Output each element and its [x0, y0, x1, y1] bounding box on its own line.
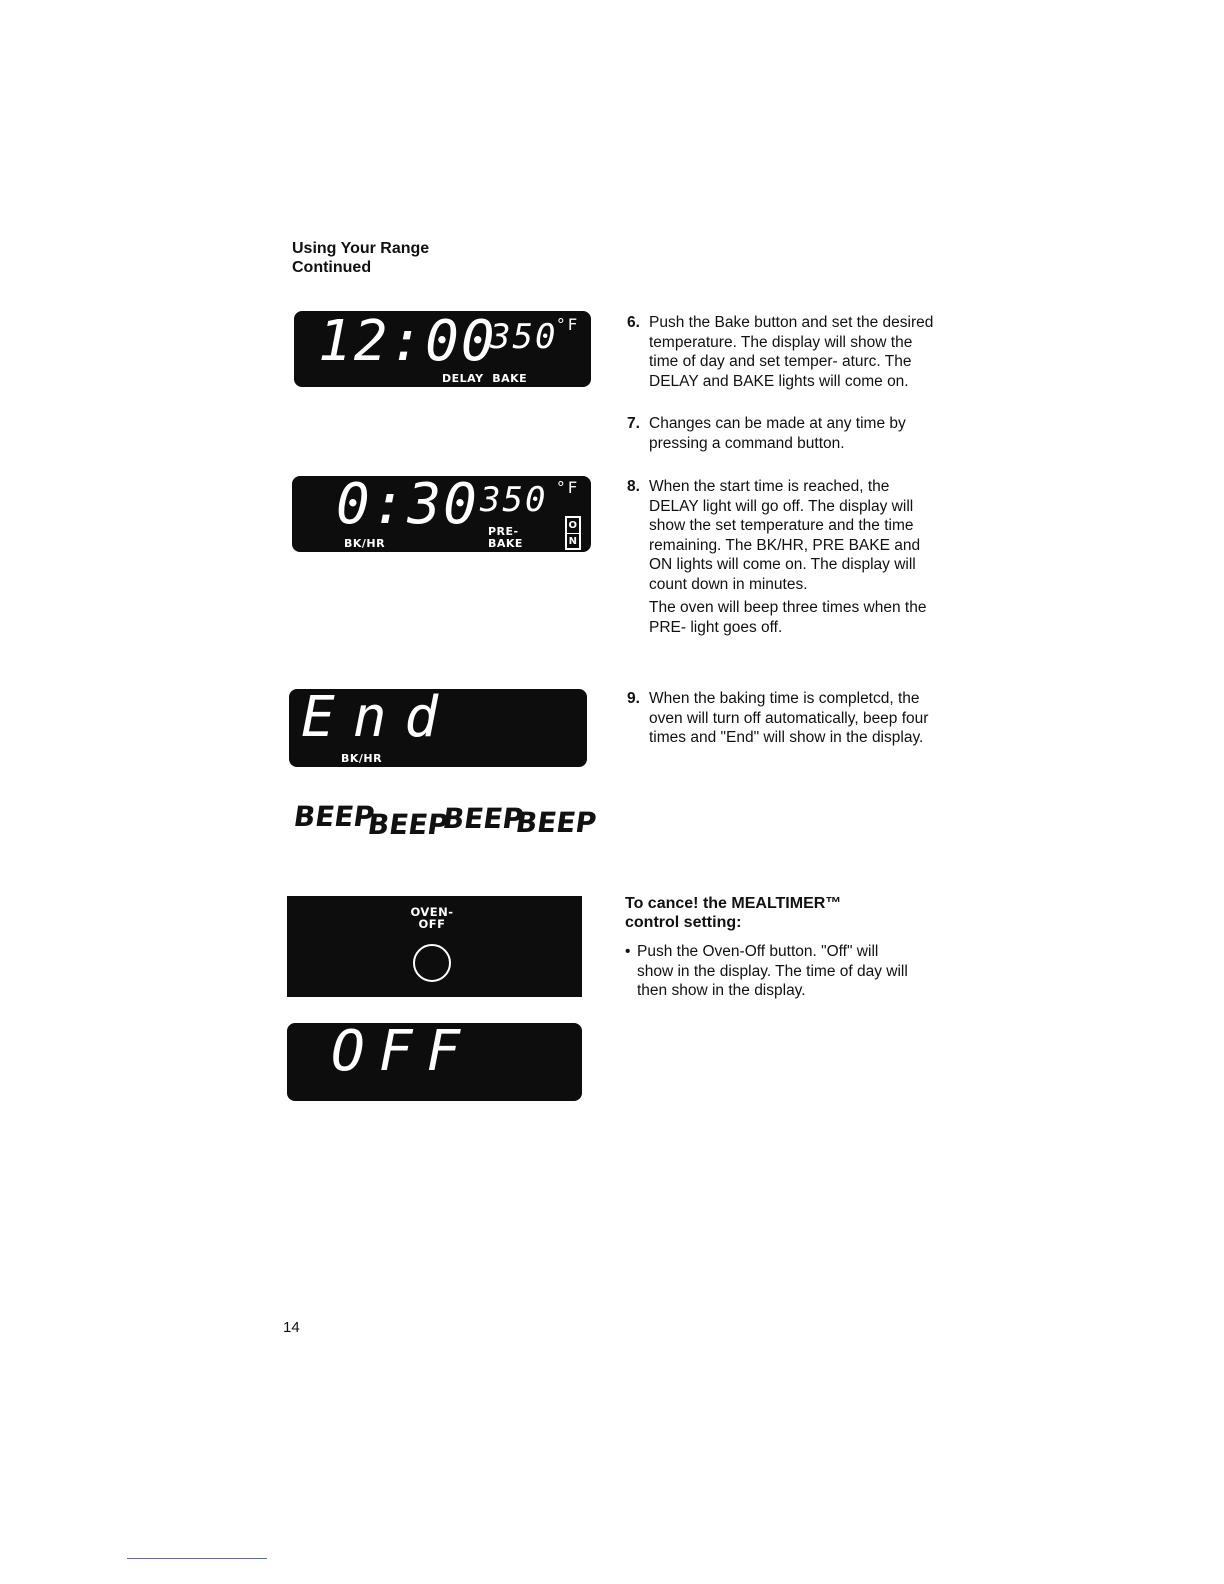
beep-text: BEEP — [513, 806, 599, 839]
step-8: 8. When the start time is reached, the DELAY light will go off. The display will show the set temperature and the time remaining. The BK/HR, PRE BAKE and ON lights will come on. The display will count down in minutes. The oven will beep three times when the PRE- light goes off. — [627, 478, 927, 636]
display-temp: 350 — [480, 480, 548, 520]
indicator-on — [565, 516, 581, 550]
step-6: 6. Push the Bake button and set the desired temperature. The display will show the time of day and set temper- aturc. The DELAY and BAKE lights will come on. — [627, 314, 934, 390]
section-title: Using Your Range — [292, 240, 430, 257]
display-off-text: OFF — [331, 1019, 475, 1084]
beep-text: BEEP — [365, 808, 451, 841]
indicator-bkhr: BK/HR — [344, 537, 386, 550]
bullet: • — [625, 943, 631, 960]
oven-off-panel — [287, 896, 582, 997]
beep-text: BEEP — [440, 802, 526, 835]
display-unit: °F — [556, 478, 580, 497]
indicator-bkhr: BK/HR — [341, 752, 383, 765]
footer-rule — [127, 1558, 267, 1559]
beep-text: BEEP — [291, 800, 377, 833]
display-unit: °F — [556, 315, 580, 334]
on-n: N — [568, 536, 578, 547]
indicator-bake: BAKE — [488, 537, 523, 550]
display-temp: 350 — [490, 317, 558, 357]
display-end-text: End — [301, 685, 457, 750]
on-o: O — [567, 518, 579, 534]
display-time: 0:30 — [336, 472, 479, 537]
section-subtitle: Continued — [292, 259, 372, 276]
step-7: 7. Changes can be made at any time by pressing a command button. — [627, 415, 906, 452]
oven-off-label: OVEN- OFF — [410, 905, 454, 931]
display-end — [289, 685, 587, 767]
oven-off-button[interactable] — [413, 944, 451, 982]
display-countdown — [292, 472, 591, 552]
section-header — [292, 239, 429, 277]
display-off — [287, 1019, 582, 1101]
display-delay-bake — [294, 311, 591, 387]
indicator-pre: PRE- — [488, 525, 519, 538]
indicator-delay-bake: DELAY BAKE — [442, 372, 528, 385]
cancel-instructions: • Push the Oven-Off button. "Off" will show in the display. The time of day will then show in the display. — [625, 943, 908, 999]
page-number: 14 — [283, 1319, 300, 1336]
cancel-heading: To cance! the MEALTIMER™ control setting: — [625, 895, 842, 931]
display-time: 12:00 — [318, 309, 497, 374]
step-9: 9. When the baking time is completcd, the oven will turn off automatically, beep four times and "End" will show in the display. — [627, 690, 929, 746]
